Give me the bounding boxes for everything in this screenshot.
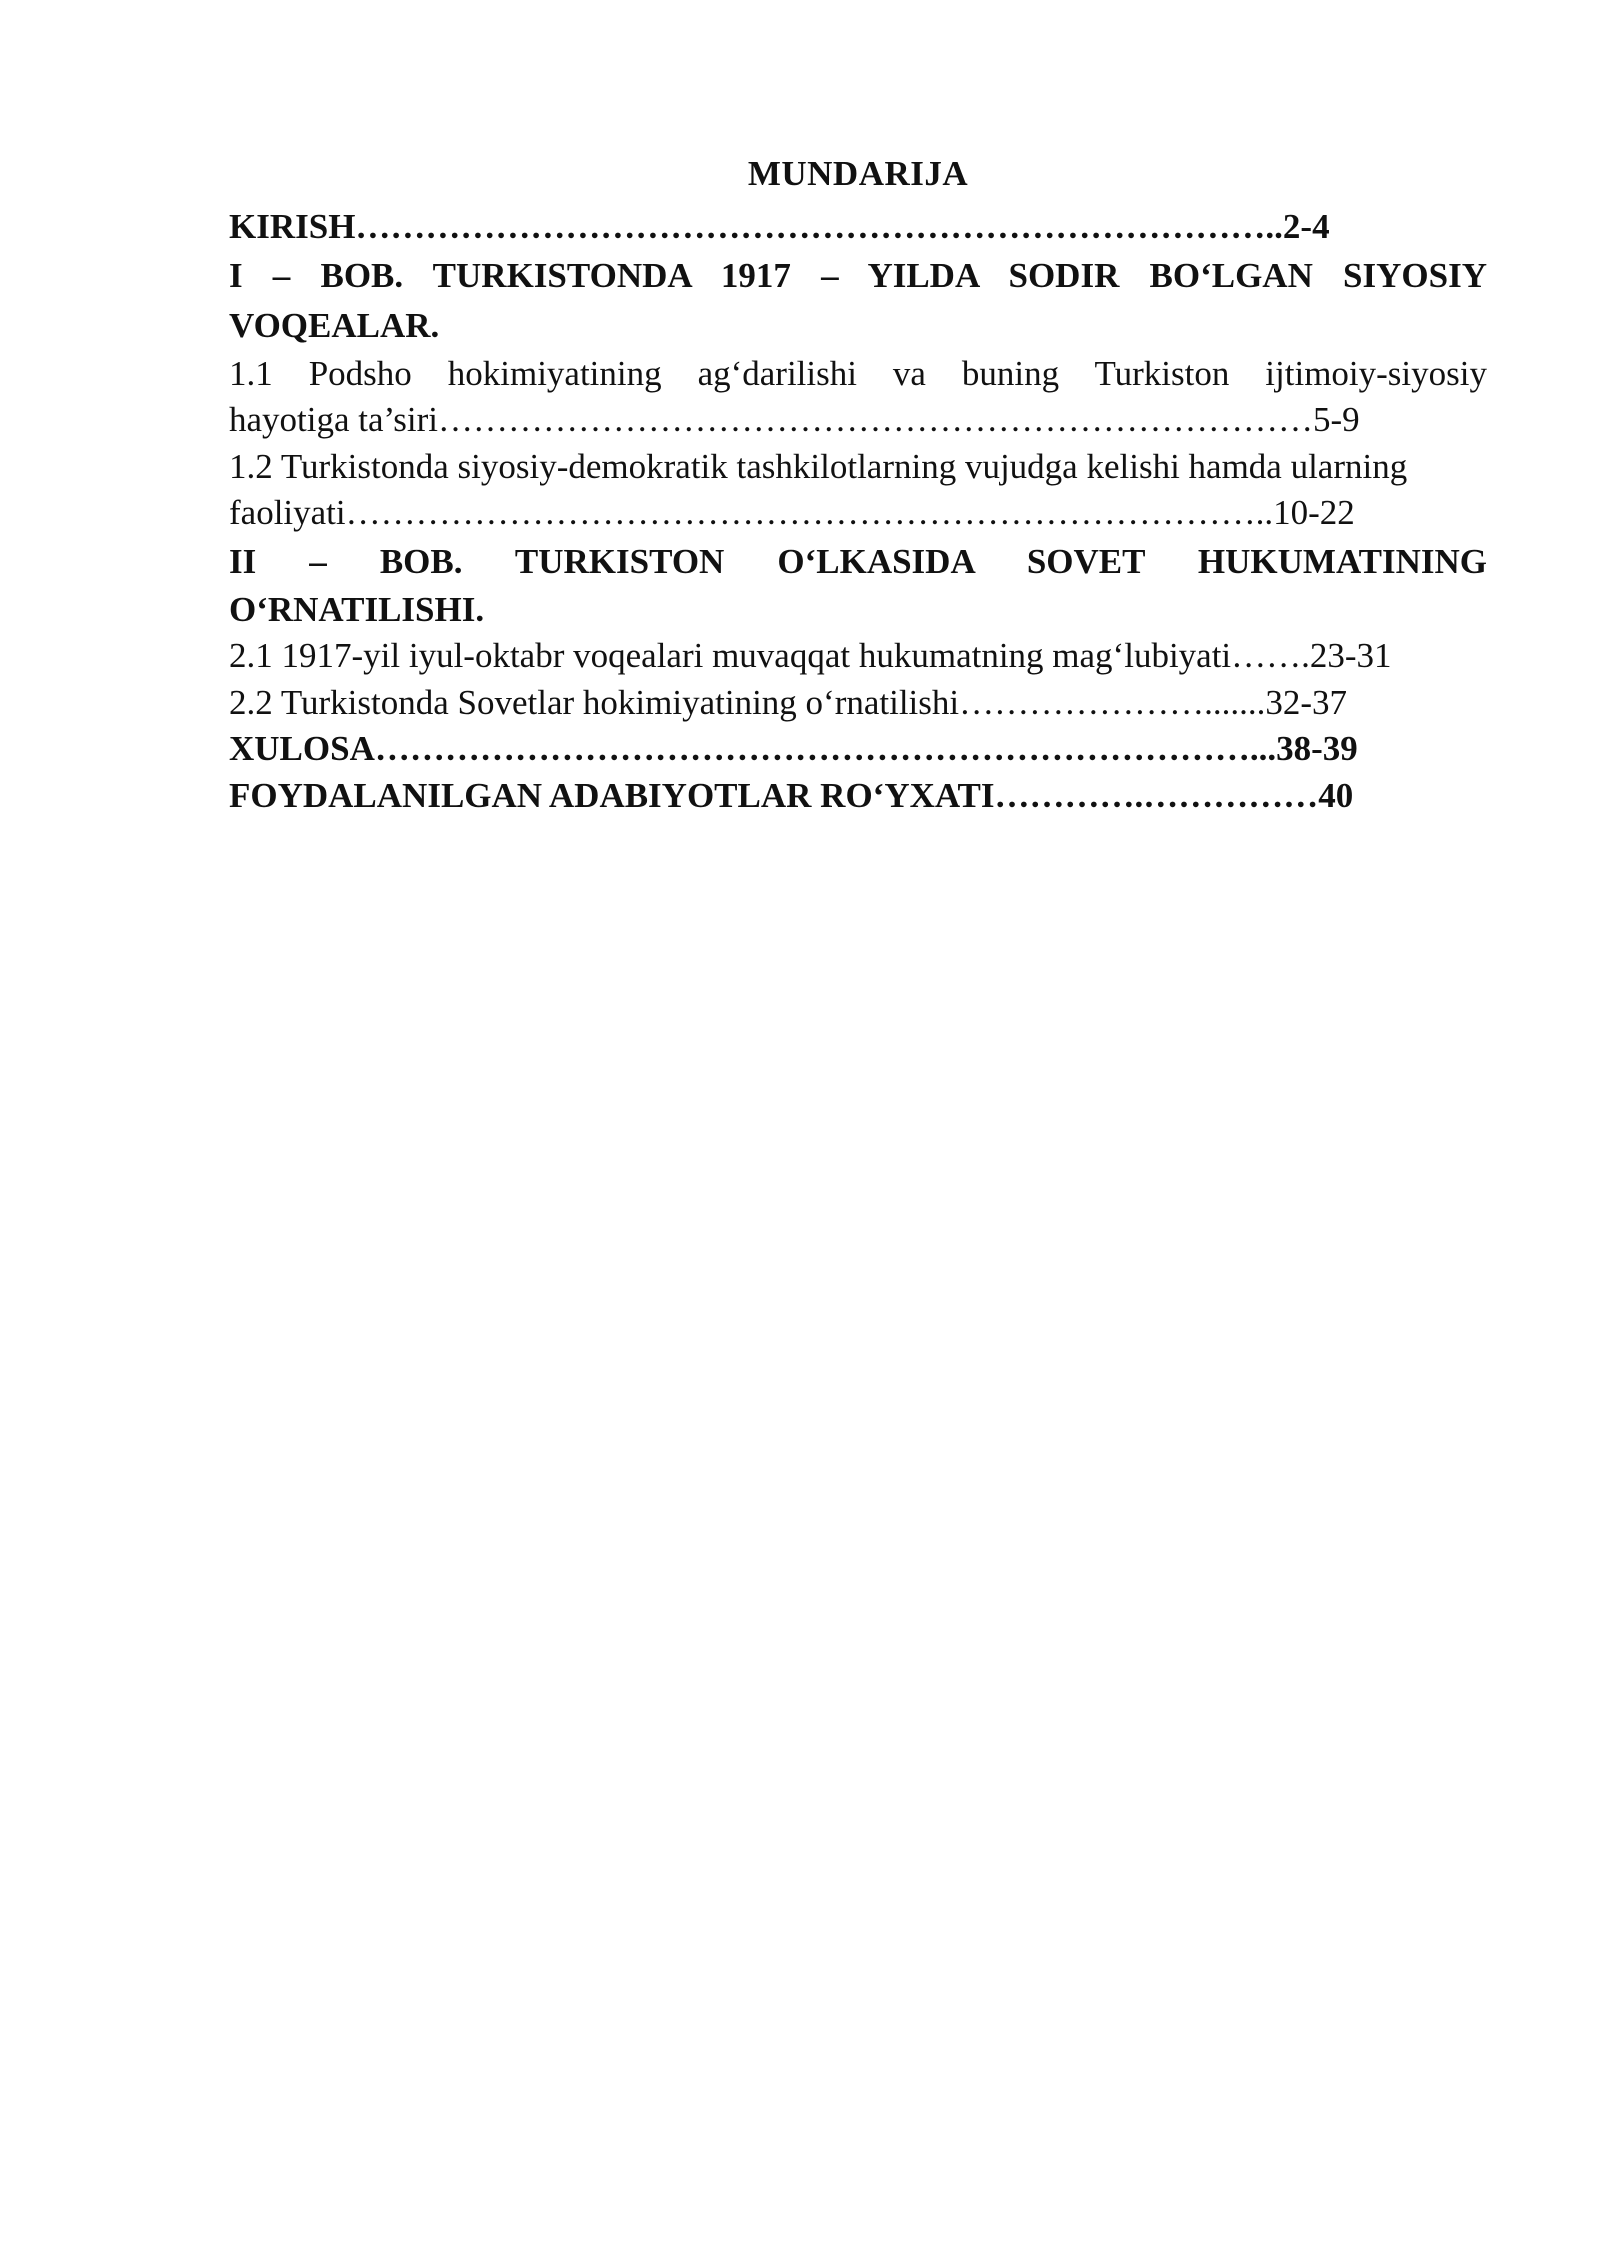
toc-section-2-1: 2.1 1917-yil iyul-oktabr voqealari muvaqqat hukumatning mag‘lubiyati…….23-31 — [229, 636, 1392, 675]
toc-section-1-1-cont: hayotiga ta’siri…………………………………………………………………5-9 — [229, 400, 1360, 439]
toc-section-1-1: 1.1 Podsho hokimiyatining ag‘darilishi va buning Turkiston ijtimoiy-siyosiy — [229, 353, 1487, 393]
toc-chapter-2-heading-cont: O‘RNATILISHI. — [229, 589, 485, 629]
toc-chapter-2-heading: II – BOB. TURKISTON O‘LKASIDA SOVET HUKUMATINING — [229, 541, 1487, 581]
toc-chapter-1-heading: I – BOB. TURKISTONDA 1917 – YILDA SODIR BO‘LGAN SIYOSIY — [229, 255, 1487, 295]
toc-title: MUNDARIJA — [747, 154, 969, 193]
toc-chapter-1-heading-cont: VOQEALAR. — [229, 305, 440, 345]
table-of-contents — [229, 148, 1487, 819]
toc-entry-adabiyotlar: FOYDALANILGAN ADABIYOTLAR RO‘YXATI………….……………40 — [229, 775, 1354, 815]
toc-entry-xulosa: XULOSA…………………………………………………………………...38-39 — [229, 729, 1358, 768]
toc-section-1-2-cont: faoliyati……………………………………………………………………..10-22 — [229, 493, 1355, 532]
toc-section-2-2: 2.2 Turkistonda Sovetlar hokimiyatining o‘rnatilishi………………….......32-37 — [229, 682, 1348, 722]
toc-entry-kirish: KIRISH……………………………………………………………………..2-4 — [229, 207, 1330, 246]
toc-section-1-2: 1.2 Turkistonda siyosiy-demokratik tashkilotlarning vujudga kelishi hamda ularning — [229, 446, 1408, 486]
